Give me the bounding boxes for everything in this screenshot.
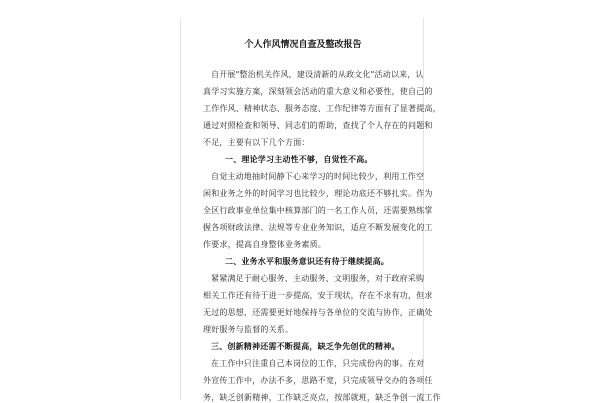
- document-page: [180, 18, 441, 402]
- paragraph-line: 相关工作还有待于进一步提高，安于现状，存在不求有功，但求: [203, 291, 433, 300]
- paragraph-line: 紧紧满足于耐心服务、主动服务、文明服务，对于政府采购: [211, 274, 425, 283]
- section-heading: 三、创新精神还需不断提高，缺乏争先创优的精神。: [211, 342, 400, 351]
- paragraph-line: 闲和业务之外的时间学习也比较少，理论功底还不够扎实。作为: [203, 189, 433, 198]
- document-title: 个人作风情况自查及整改报告: [244, 40, 362, 50]
- paragraph-line: 全区行政事业单位集中核算部门的一名工作人员，还需要熟练掌: [203, 206, 433, 215]
- paragraph-line: 真学习实施方案，深刻领会活动的重大意义和必要性，使自己的: [203, 87, 433, 96]
- paragraph-line: 理好服务与监督的关系。: [203, 325, 294, 334]
- paragraph-line: 无过的思想，还需要更好地保持与各单位的交流与协作，正确处: [203, 308, 433, 317]
- paragraph-line: 工作作风、精神状态、服务态度、工作纪律等方面有了显著提高，: [203, 104, 441, 113]
- paragraph-line: 自觉主动地抽时间静下心来学习的时间比较少，利用工作空: [211, 172, 425, 181]
- paragraph-line: 外宣传工作中，办法不多，思路不宽，只完成领导交办的各项任: [203, 376, 433, 385]
- paragraph-line: 握各项财政法律、法规等专业业务知识，适应不断发展变化的工: [203, 223, 433, 232]
- paragraph-line: 在工作中只注重自己本岗位的工作，只完成份内的事。在对: [211, 359, 425, 368]
- section-heading: 二、业务水平和服务意识还有待于继续提高。: [225, 257, 389, 266]
- paragraph-line: 务，缺乏创新精神，工作缺乏亮点，按部就班，缺乏争创一流工作: [203, 393, 441, 402]
- section-heading: 一、理论学习主动性不够，自觉性不高。: [225, 155, 373, 164]
- paragraph-line: 通过对照检查和领导、同志们的帮助，查找了个人存在的问题和: [203, 121, 433, 130]
- paragraph-line: 作要求，提高自身整体业务素质。: [203, 240, 326, 249]
- paragraph-line: 不足，主要有以下几个方面：: [203, 138, 310, 147]
- paragraph-line: 自开展"整治机关作风，建设清新的从政文化"活动以来，认: [211, 70, 424, 79]
